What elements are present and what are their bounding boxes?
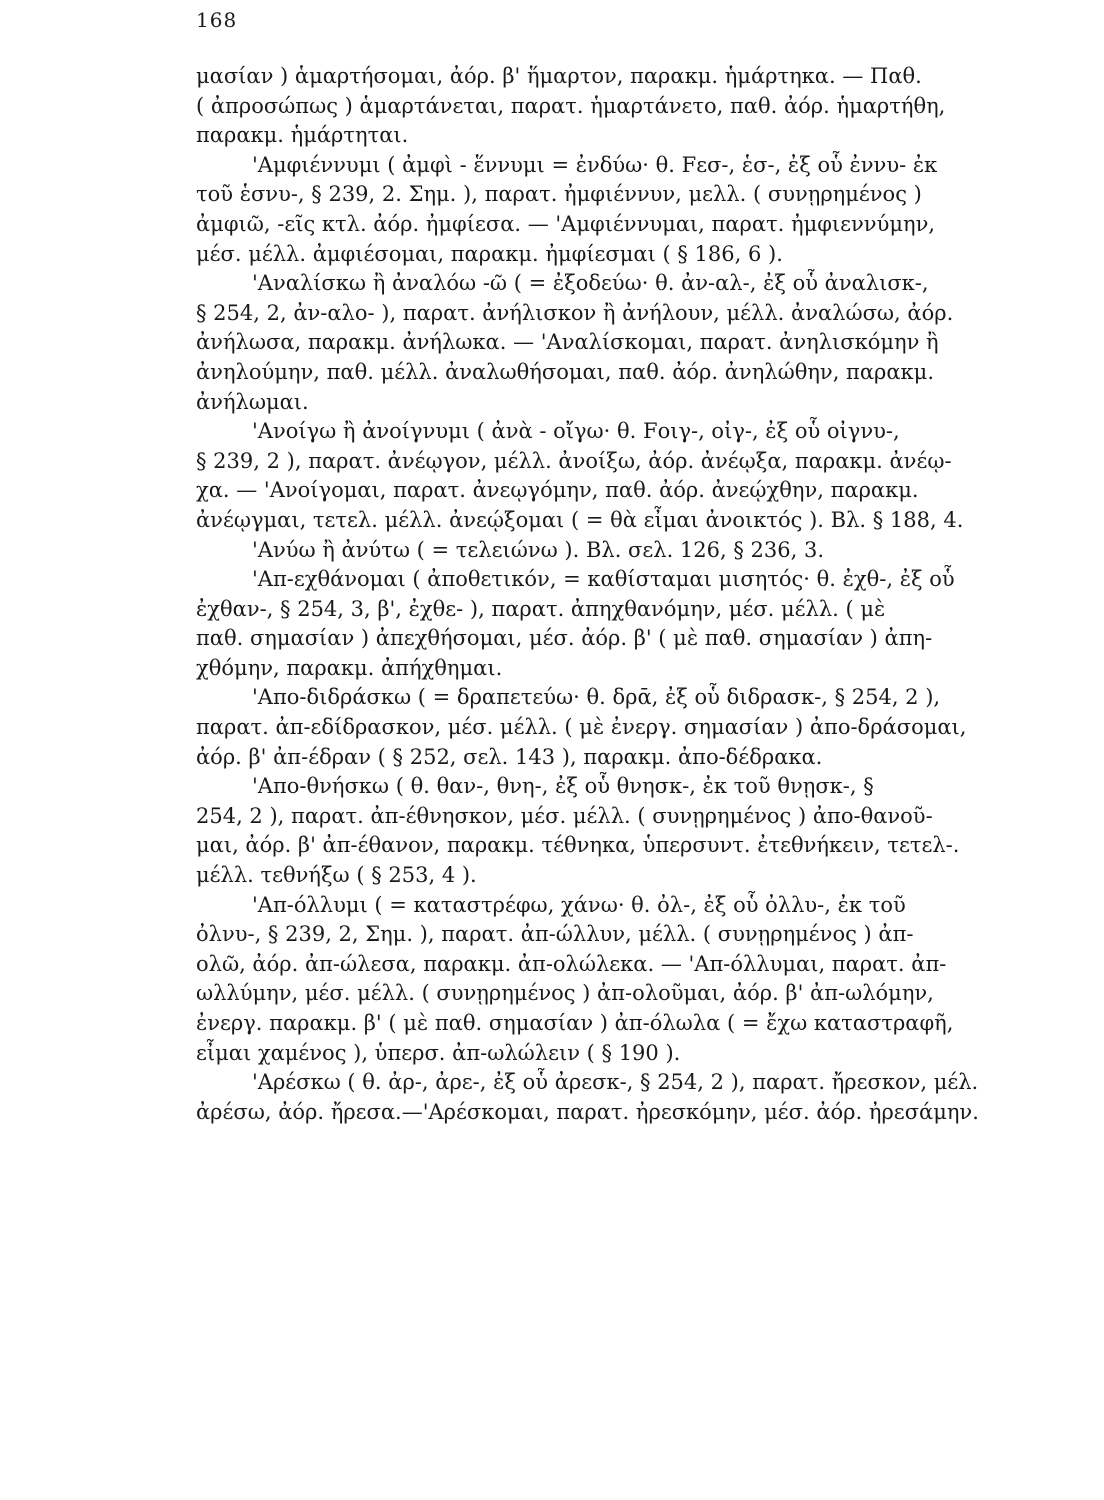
text-line: ὀλνυ-, § 239, 2, Σημ. ), παρατ. ἀπ-ώλλυν, μέλλ. ( συνῃρημένος ) ἀπ- xyxy=(196,922,914,947)
entry-apodidrasko: 'Απο-διδράσκω ( = δραπετεύω· θ. δρᾱ, ἐξ οὗ διδρασκ-, § 254, 2 ), xyxy=(252,685,941,710)
text-line: ωλλύμην, μέσ. μέλλ. ( συνῃρημένος ) ἀπ-ολοῦμαι, ἀόρ. β' ἀπ-ωλόμην, xyxy=(196,981,934,1006)
text-line: ( ἀπροσώπως ) ἁμαρτάνεται, παρατ. ἡμαρτάνετο, παθ. ἀόρ. ἡμαρτήθη, xyxy=(196,93,946,118)
text-line: μασίαν ) ἁμαρτήσομαι, ἀόρ. β' ἥμαρτον, παρακμ. ἡμάρτηκα. — Παθ. xyxy=(196,64,922,88)
entry-amphiennymi: 'Αμφιέννυμι ( ἀμφὶ - ἕννυμι = ἐνδύω· θ. Fεσ-, ἑσ-, ἐξ οὗ ἐννυ- ἐκ xyxy=(252,152,938,177)
text-line: εἶμαι χαμένος ), ὑπερσ. ἀπ-ωλώλειν ( § 190 ). xyxy=(196,1040,681,1065)
text-line: 254, 2 ), παρατ. ἀπ-έθνησκον, μέσ. μέλλ. ( συνῃρημένος ) ἀπο-θανοῦ- xyxy=(196,803,933,828)
entry-anyo: 'Ανύω ἢ ἀνύτω ( = τελειώνω ). Βλ. σελ. 126, § 236, 3. xyxy=(252,537,824,562)
text-line: ἀμφιῶ, -εῖς κτλ. ἀόρ. ἠμφίεσα. — 'Αμφιέννυμαι, παρατ. ἠμφιεννύμην, xyxy=(196,211,936,236)
entry-apechthanomai: 'Απ-εχθάνομαι ( ἀποθετικόν, = καθίσταμαι μισητός· θ. ἐχθ-, ἐξ οὗ xyxy=(252,567,955,592)
text-line: χθόμην, παρακμ. ἀπήχθημαι. xyxy=(196,655,503,680)
text-line: μέλλ. τεθνήξω ( § 253, 4 ). xyxy=(196,863,477,888)
text-line: § 254, 2, ἀν-αλο- ), παρατ. ἀνήλισκον ἢ ἀνήλουν, μέλλ. ἀναλώσω, ἀόρ. xyxy=(196,300,954,325)
text-line: ἐνεργ. παρακμ. β' ( μὲ παθ. σημασίαν ) ἀπ-όλωλα ( = ἔχω καταστραφῆ, xyxy=(196,1011,954,1035)
entry-analisko: 'Αναλίσκω ἢ ἀναλόω -ῶ ( = ἐξοδεύω· θ. ἀν-αλ-, ἐξ οὗ ἀναλισκ-, xyxy=(252,271,929,296)
text-line: ἀνηλούμην, παθ. μέλλ. ἀναλωθήσομαι, παθ. ἀόρ. ἀνηλώθην, παρακμ. xyxy=(196,359,935,384)
text-line: παθ. σημασίαν ) ἀπεχθήσομαι, μέσ. ἀόρ. β' ( μὲ παθ. σημασίαν ) ἀπη- xyxy=(196,626,933,651)
text-line: ἀνήλωσα, παρακμ. ἀνήλωκα. — 'Αναλίσκομαι, παρατ. ἀνηλισκόμην ἢ xyxy=(196,330,939,355)
text-line: ἀνήλωμαι. xyxy=(196,389,309,414)
text-line: τοῦ ἑσνυ-, § 239, 2. Σημ. ), παρατ. ἠμφιέννυν, μελλ. ( συνῃρημένος ) xyxy=(196,182,922,207)
text-line: παρακμ. ἡμάρτηται. xyxy=(196,123,409,148)
text-line: ἀνέῳγμαι, τετελ. μέλλ. ἀνεῴξομαι ( = θὰ εἶμαι ἀνοικτός ). Βλ. § 188, 4. xyxy=(196,507,964,532)
text-line: § 239, 2 ), παρατ. ἀνέῳγον, μέλλ. ἀνοίξω, ἀόρ. ἀνέῳξα, παρακμ. ἀνέῳ- xyxy=(196,448,952,473)
entry-apothnesko: 'Απο-θνήσκω ( θ. θαν-, θνη-, ἐξ οὗ θνησκ-, ἐκ τοῦ θνῃσκ-, § xyxy=(252,774,874,799)
text-line: μαι, ἀόρ. β' ἀπ-έθανον, παρακμ. τέθνηκα, ὑπερσυντ. ἐτεθνήκειν, τετελ-. xyxy=(196,833,960,858)
entry-aresko: 'Αρέσκω ( θ. ἀρ-, ἀρε-, ἐξ οὗ ἀρεσκ-, § 254, 2 ), παρατ. ἤρεσκον, μέλ. xyxy=(252,1070,979,1095)
text-line: ἐχθαν-, § 254, 3, β', ἐχθε- ), παρατ. ἀπηχθανόμην, μέσ. μέλλ. ( μὲ xyxy=(196,596,886,621)
grammar-text-block xyxy=(196,62,1036,1127)
entry-anoigo: 'Ανοίγω ἢ ἀνοίγνυμι ( ἀνὰ - οἴγω· θ. Fοιγ-, οἰγ-, ἐξ οὗ οἰγνυ-, xyxy=(252,419,900,444)
text-line: ολῶ, ἀόρ. ἀπ-ώλεσα, παρακμ. ἀπ-ολώλεκα. — 'Απ-όλλυμαι, παρατ. ἀπ- xyxy=(196,951,947,976)
text-line: παρατ. ἀπ-εδίδρασκον, μέσ. μέλλ. ( μὲ ἐνεργ. σημασίαν ) ἀπο-δράσομαι, xyxy=(196,715,967,740)
text-line: μέσ. μέλλ. ἀμφιέσομαι, παρακμ. ἠμφίεσμαι ( § 186, 6 ). xyxy=(196,241,783,266)
page-number: 168 xyxy=(196,8,238,32)
text-line: ἀόρ. β' ἀπ-έδραν ( § 252, σελ. 143 ), παρακμ. ἀπο-δέδρακα. xyxy=(196,744,823,769)
text-line: ἀρέσω, ἀόρ. ἤρεσα.—'Αρέσκομαι, παρατ. ἠρεσκόμην, μέσ. ἀόρ. ἠρεσάμην. xyxy=(196,1099,979,1124)
text-line: χα. — 'Ανοίγομαι, παρατ. ἀνεῳγόμην, παθ. ἀόρ. ἀνεῴχθην, παρακμ. xyxy=(196,478,919,503)
entry-apollymi: 'Απ-όλλυμι ( = καταστρέφω, χάνω· θ. ὀλ-, ἐξ οὗ ὀλλυ-, ἐκ τοῦ xyxy=(252,892,906,917)
